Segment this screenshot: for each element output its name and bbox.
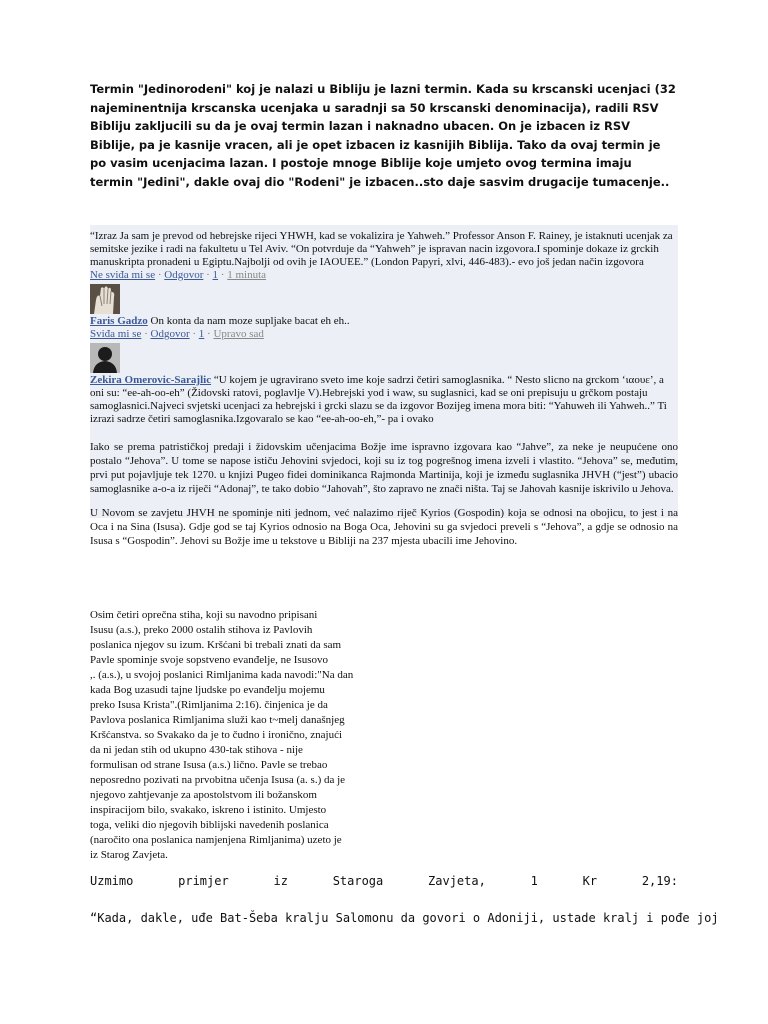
- comment-actions: [90, 269, 678, 282]
- closing-word: iz: [273, 874, 288, 888]
- column-line: Isusu (a.s.), preko 2000 ostalih stihova iz Pavlovih: [90, 624, 313, 636]
- column-line: formulisan od strane Isusa (a.s.) lično. Pavle se trebao: [90, 759, 328, 771]
- column-line: Pavlova poslanica Rimljanima služi kao t~melj današnjeg: [90, 714, 345, 726]
- closing-word: Kr: [582, 874, 598, 888]
- column-line: iz Starog Zavjeta.: [90, 849, 168, 861]
- like-count[interactable]: 1: [198, 328, 205, 340]
- comment-timestamp[interactable]: 1 minuta: [227, 269, 267, 281]
- column-line: ,. (a.s.), u svojoj poslanici Rimljanima kada navodi:"Na dan: [90, 669, 354, 681]
- separator: ·: [218, 269, 228, 281]
- separator: ·: [203, 269, 213, 281]
- comment-text: “U kojem je ugravirano sveto ime koje sadrzi četiri samoglasnika. “ Nesto slicno na grckom ‘ιαουε’, a oni su: “ee-ah-oo-eh” (Židovski ratovi, poglavlje V).Hebrejski yod i waw, su suglasnici, kad se oni prepisuju u grčkom postaju samoglasnici.Najveci svjetski ucenjaci za hebrejski i grcki slazu se da izgovor Bozijeg imena mora biti: “Yahuweh ili Yahweh..” Ti izrazi sadrze četiri samoglasnika.Izgovaralo se kao “ee-ah-oo-eh,”- pa i ovako: [90, 374, 667, 425]
- closing-line-2: “Kada, dakle, uđe Bat-Šeba kralju Salomonu da govori o Adoniji, ustade kralj i pođe joj: [90, 911, 719, 925]
- column-line: kada Bog uzasudi tajne ljudske po evanđelju mojemu: [90, 684, 325, 696]
- closing-word: Staroga: [332, 874, 384, 888]
- column-line: Osim četiri oprečna stiha, koji su navodno pripisani: [90, 609, 318, 621]
- column-line: neposredno pozivati na prvobitna učenja Isusa (a. s.) da je: [90, 774, 346, 786]
- separator: ·: [155, 269, 165, 281]
- column-line: toga, veliki dio njegovih biblijski navedenih poslanica: [90, 819, 329, 831]
- comment-author-link[interactable]: Zekira Omerovic-Sarajlic: [90, 374, 212, 386]
- reply-link[interactable]: Odgovor: [164, 269, 204, 281]
- column-line: preko Isusa Krista".(Rimljanima 2:16). činjenica je da: [90, 699, 328, 711]
- column-line: da ni jedan stih od ukupno 430-tak stihova - nije: [90, 744, 303, 756]
- article-body: [90, 440, 678, 558]
- column-line: (naročito ona poslanica namjenjena Rimljanima) uzeto je: [90, 834, 342, 846]
- column-line: poslanica njegov su izum. Kršćani bi trebali znati da sam: [90, 639, 342, 651]
- reply-link[interactable]: Odgovor: [150, 328, 190, 340]
- avatar-person-photo-icon[interactable]: [90, 343, 120, 373]
- unlike-link[interactable]: Ne sviđa mi se: [90, 269, 156, 281]
- comment-line: [90, 374, 678, 426]
- separator: ·: [204, 328, 214, 340]
- comment-line: [90, 315, 678, 328]
- column-line: Kršćanstva. so Svakako da je to čudno i ironično, znajući: [90, 729, 343, 741]
- separator: ·: [189, 328, 199, 340]
- closing-line-1: [90, 873, 678, 889]
- article-paragraph: U Novom se zavjetu JHVH ne spominje niti jednom, već nalazimo riječ Kyrios (Gospodin) koja se odnosi na obojicu, to jest i na Oca i na Sina (Isusa). Gdje god se taj Kyrios odnosio na Boga Oca, Jehovini su ga svjedoci preveli s “Jehova”, a gdje se odnosio na Isusa s “Gospodin”. Jehovi su Božje ime u tekstove u Bibliji na 237 mjesta ubacili ime Jehovino.: [90, 507, 678, 547]
- avatar-hand-photo-icon[interactable]: [90, 284, 120, 314]
- closing-word: Zavjeta,: [428, 874, 486, 888]
- comment-actions: [90, 328, 678, 341]
- comment-author-link[interactable]: Faris Gadzo: [90, 315, 148, 327]
- article-paragraph: Iako se prema patrističkoj predaji i židovskim učenjacima Božje ime ispravno izgovara kao “Jahve”, za neke je neupućene ono postalo “Jehova”. U tome se napose ističu Jehovini svjedoci, koji su iz tog pogrešnog imena izveli i vlastito. “Jehova” se, međutim, prvi put pojavljuje tek 1270. u knjizi Pugeo fidei dominikanca Rajmonda Martinija, koji je između suglasnika JHVH (“jest”) ubacio samoglasnike a-o-a iz riječi “Adonaj”, te tako dobio “Jahovah”, što zapravo ne znači ništa. Taj se Jahovah kasnije iskrivilo u Jehova.: [90, 441, 678, 495]
- separator: ·: [141, 328, 151, 340]
- like-count[interactable]: 1: [212, 269, 219, 281]
- column-line: Pavle spominje svoje sopstveno evanđelje, ne Isusovo: [90, 654, 328, 666]
- column-line: njegovo zahtjevanje za apostolstvom ili božanskom: [90, 789, 317, 801]
- closing-word: primjer: [178, 874, 229, 888]
- comment-timestamp[interactable]: Upravo sad: [213, 328, 264, 340]
- narrow-column: [90, 608, 382, 863]
- comment-text: On konta da nam moze supljake bacat eh eh..: [150, 315, 350, 327]
- closing-word: 2,19:: [641, 874, 678, 888]
- closing-word: Uzmimo: [90, 874, 134, 888]
- intro-paragraph: Termin "Jedinorodeni" koj je nalazi u Bibliju je lazni termin. Kada su krscanski ucenjaci (32 najeminentnija krscanska ucenjaka u saradnji sa 50 krscanski denominacija), radili RSV Bibliju zakljucili su da je ovaj termin lazan i naknadno ubacen. On je izbacen iz RSV Biblije, pa je kasnije vracen, ali je opet izbacen iz kasnijih Biblija. Tako da ovaj termin je po vasim ucenjacima lazan. I postoje mnoge Biblije koje umjeto ovog termina imaju termin "Jedini", dakle ovaj dio "Rodeni" je izbacen..sto daje sasvim drugacije tumacenje..: [90, 82, 676, 189]
- column-line: inspiracijom bilo, svakako, iskreno i istinito. Umjesto: [90, 804, 327, 816]
- like-link[interactable]: Sviđa mi se: [90, 328, 142, 340]
- closing-word: 1: [530, 874, 538, 888]
- comment-text: “Izraz Ja sam je prevod od hebrejske rijeci YHWH, kad se vokalizira je Yahweh.” Professor Anson F. Rainey, je istaknuti ucenjak za semitske jezike i radi na fakultetu u Tel Aviv. “On potvrduje da “Yahweh” je ispravan nacin izgovora.I spominje dokaze iz grckih manuskripta pronadeni u Egiptu.Najbolji od ovih je IAOUEE.” (London Papyri, xlvi, 446-483).- evo još jedan način izgovora: [90, 230, 673, 268]
